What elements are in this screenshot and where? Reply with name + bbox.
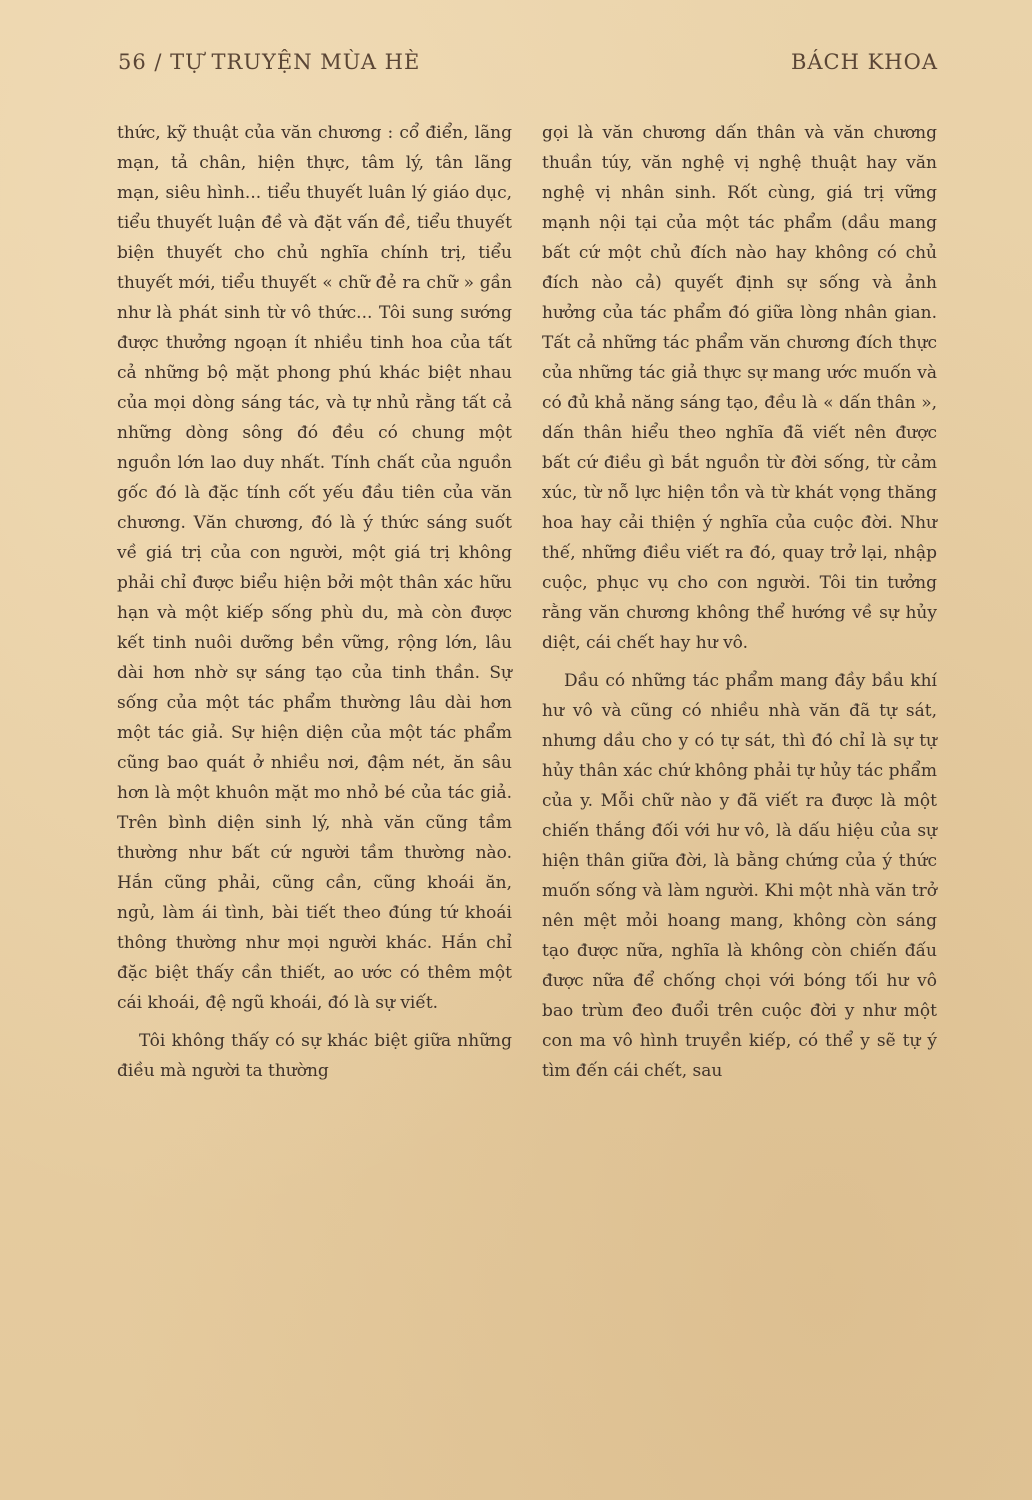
paragraph: gọi là văn chương dấn thân và văn chương thuần túy, văn nghệ vị nghệ thuật hay văn nghệ vị nhân sinh. Rốt cùng, giá trị vững mạnh nội tại của một tác phẩm (dầu mang bất cứ một chủ đích nào hay không có chủ đích nào cả) quyết định sự sống và ảnh hưởng của tác phẩm đó giữa lòng nhân gian. Tất cả những tác phẩm văn chương đích thực của những tác giả thực sự mang ước muốn và có đủ khả năng sáng tạo, đều là « dấn thân », dấn thân hiểu theo nghĩa đã viết nên được bất cứ điều gì bắt nguồn từ đời sống, từ cảm xúc, từ nỗ lực hiện tồn và từ khát vọng thăng hoa hay cải thiện ý nghĩa của cuộc đời. Như thế, những điều viết ra đó, quay trở lại, nhập cuộc, phục vụ cho con người. Tôi tin tưởng rằng văn chương không thể hướng về sự hủy diệt, cái chết hay hư vô. (542, 123, 937, 653)
header-magazine-name: BÁCH KHOA (790, 50, 938, 74)
paragraph: Tôi không thấy có sự khác biệt giữa những điều mà người ta thường (117, 1031, 512, 1081)
left-text-column (117, 118, 512, 1086)
paragraph: Dầu có những tác phẩm mang đầy bầu khí hư vô và cũng có nhiều nhà văn đã tự sát, nhưng dầu cho y có tự sát, thì đó chỉ là sự tự hủy thân xác chứ không phải tự hủy tác phẩm của y. Mỗi chữ nào y đã viết ra được là một chiến thắng đối với hư vô, là dấu hiệu của sự hiện thân giữa đời, là bằng chứng của ý thức muốn sống và làm người. Khi một nhà văn trở nên mệt mỏi hoang mang, không còn sáng tạo được nữa, nghĩa là không còn chiến đấu được nữa để chống chọi với bóng tối hư vô bao trùm đeo đuổi trên cuộc đời y như một con ma vô hình truyền kiếp, có thể y sẽ tự ý tìm đến cái chết, sau (542, 671, 937, 1081)
header-page-title: 56 / TỰ TRUYỆN MÙA HÈ (118, 50, 421, 74)
right-text-column (542, 118, 937, 1086)
page-header (118, 50, 938, 80)
paragraph: thức, kỹ thuật của văn chương : cổ điển, lãng mạn, tả chân, hiện thực, tâm lý, tân lãng mạn, siêu hình... tiểu thuyết luân lý giáo dục, tiểu thuyết luận đề và đặt vấn đề, tiểu thuyết biện thuyết cho chủ nghĩa chính trị, tiểu thuyết mới, tiểu thuyết « chữ đẻ ra chữ » gần như là phát sinh từ vô thức... Tôi sung sướng được thưởng ngoạn ít nhiều tinh hoa của tất cả những bộ mặt phong phú khác biệt nhau của mọi dòng sáng tác, và tự nhủ rằng tất cả những dòng sông đó đều có chung một nguồn lớn lao duy nhất. Tính chất của nguồn gốc đó là đặc tính cốt yếu đầu tiên của văn chương. Văn chương, đó là ý thức sáng suốt về giá trị của con người, một giá trị không phải chỉ được biểu hiện bởi một thân xác hữu hạn và một kiếp sống phù du, mà còn được kết tinh nuôi dưỡng bền vững, rộng lớn, lâu dài hơn nhờ sự sáng tạo của tinh thần. Sự sống của một tác phẩm thường lâu dài hơn một tác giả. Sự hiện diện của một tác phẩm cũng bao quát ở nhiều nơi, đậm nét, ăn sâu hơn là một khuôn mặt mo nhỏ bé của tác giả. Trên bình diện sinh lý, nhà văn cũng tầm thường như bất cứ người tầm thường nào. Hắn cũng phải, cũng cần, cũng khoái ăn, ngủ, làm ái tình, bài tiết theo đúng tứ khoái thông thường như mọi người khác. Hắn chỉ đặc biệt thấy cần thiết, ao ước có thêm một cái khoái, đệ ngũ khoái, đó là sự viết. (117, 123, 512, 1013)
